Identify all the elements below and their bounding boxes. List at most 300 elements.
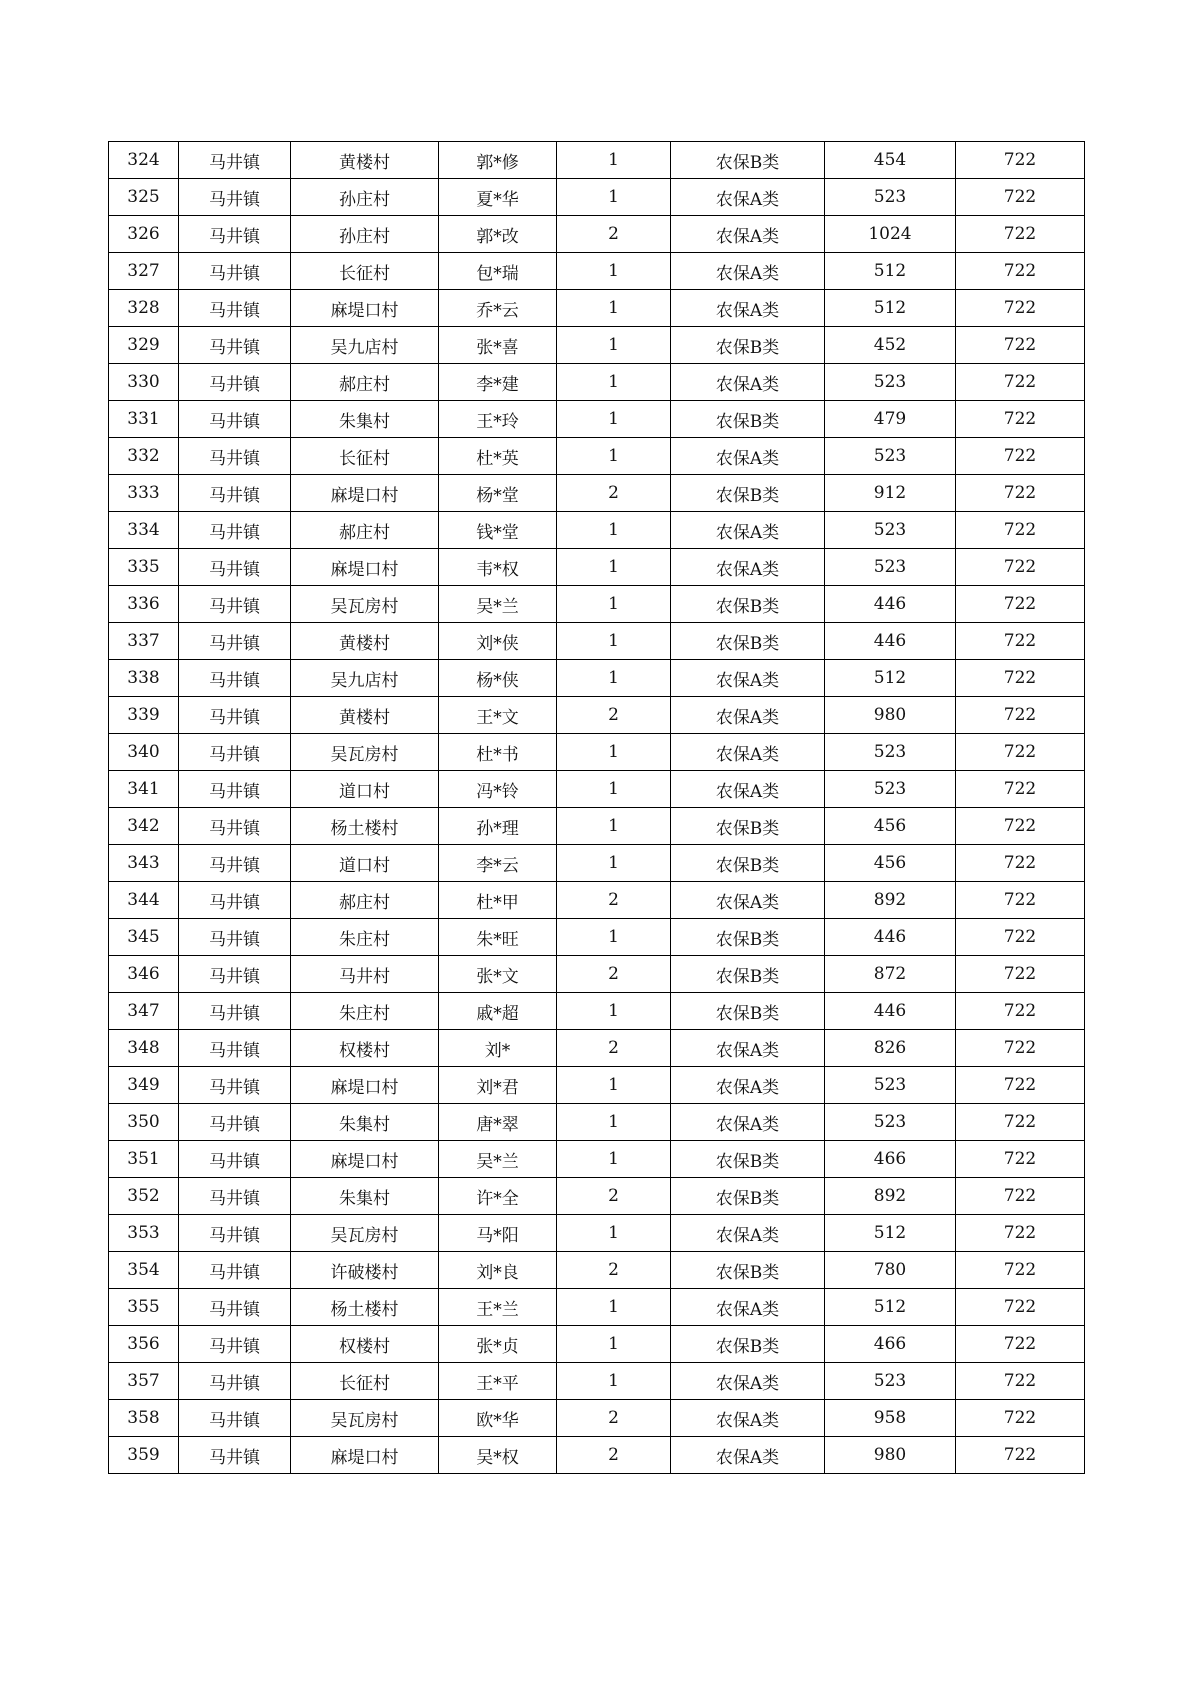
cell-serial-number: 334: [109, 512, 179, 549]
cell-village: 麻堤口村: [291, 290, 439, 327]
cell-town: 马井镇: [179, 956, 291, 993]
table-row: [109, 1326, 1085, 1363]
cell-standard: 722: [956, 253, 1085, 290]
cell-serial-number: 325: [109, 179, 179, 216]
cell-town: 马井镇: [179, 179, 291, 216]
cell-standard: 722: [956, 1067, 1085, 1104]
cell-serial-number: 333: [109, 475, 179, 512]
cell-village: 杨土楼村: [291, 808, 439, 845]
cell-village: 吴瓦房村: [291, 1400, 439, 1437]
cell-category: 农保A类: [671, 1215, 825, 1252]
cell-town: 马井镇: [179, 475, 291, 512]
cell-town: 马井镇: [179, 1326, 291, 1363]
table-row: [109, 253, 1085, 290]
cell-household-size: 1: [557, 1289, 671, 1326]
cell-household-size: 1: [557, 1363, 671, 1400]
cell-household-size: 1: [557, 364, 671, 401]
table-row: [109, 845, 1085, 882]
cell-name: 王*文: [439, 697, 557, 734]
cell-town: 马井镇: [179, 364, 291, 401]
cell-serial-number: 352: [109, 1178, 179, 1215]
cell-serial-number: 351: [109, 1141, 179, 1178]
cell-amount: 826: [825, 1030, 956, 1067]
cell-category: 农保A类: [671, 1104, 825, 1141]
cell-standard: 722: [956, 364, 1085, 401]
cell-town: 马井镇: [179, 1178, 291, 1215]
table-row: [109, 549, 1085, 586]
table-row: [109, 882, 1085, 919]
cell-serial-number: 327: [109, 253, 179, 290]
cell-standard: 722: [956, 808, 1085, 845]
cell-village: 吴九店村: [291, 327, 439, 364]
cell-name: 唐*翠: [439, 1104, 557, 1141]
cell-village: 许破楼村: [291, 1252, 439, 1289]
cell-town: 马井镇: [179, 253, 291, 290]
cell-town: 马井镇: [179, 808, 291, 845]
cell-town: 马井镇: [179, 845, 291, 882]
cell-serial-number: 356: [109, 1326, 179, 1363]
table-row: [109, 1289, 1085, 1326]
table-row: [109, 919, 1085, 956]
table-row: [109, 993, 1085, 1030]
cell-serial-number: 355: [109, 1289, 179, 1326]
cell-amount: 523: [825, 1104, 956, 1141]
cell-town: 马井镇: [179, 1104, 291, 1141]
cell-serial-number: 358: [109, 1400, 179, 1437]
table-row: [109, 1067, 1085, 1104]
cell-household-size: 1: [557, 586, 671, 623]
cell-name: 王*兰: [439, 1289, 557, 1326]
cell-name: 李*云: [439, 845, 557, 882]
cell-standard: 722: [956, 401, 1085, 438]
cell-name: 杨*侠: [439, 660, 557, 697]
cell-village: 麻堤口村: [291, 1141, 439, 1178]
cell-name: 刘*君: [439, 1067, 557, 1104]
cell-amount: 523: [825, 364, 956, 401]
cell-amount: 892: [825, 1178, 956, 1215]
cell-serial-number: 341: [109, 771, 179, 808]
cell-category: 农保B类: [671, 623, 825, 660]
cell-name: 王*平: [439, 1363, 557, 1400]
cell-standard: 722: [956, 993, 1085, 1030]
cell-household-size: 1: [557, 438, 671, 475]
cell-town: 马井镇: [179, 993, 291, 1030]
cell-name: 冯*铃: [439, 771, 557, 808]
cell-serial-number: 359: [109, 1437, 179, 1474]
cell-household-size: 2: [557, 956, 671, 993]
cell-village: 麻堤口村: [291, 549, 439, 586]
cell-village: 郝庄村: [291, 512, 439, 549]
cell-standard: 722: [956, 1252, 1085, 1289]
cell-amount: 523: [825, 179, 956, 216]
cell-category: 农保A类: [671, 1400, 825, 1437]
cell-category: 农保B类: [671, 475, 825, 512]
cell-amount: 452: [825, 327, 956, 364]
table-row: [109, 1215, 1085, 1252]
cell-serial-number: 346: [109, 956, 179, 993]
cell-household-size: 1: [557, 660, 671, 697]
cell-serial-number: 350: [109, 1104, 179, 1141]
cell-standard: 722: [956, 1178, 1085, 1215]
cell-town: 马井镇: [179, 882, 291, 919]
cell-household-size: 1: [557, 734, 671, 771]
cell-name: 杜*书: [439, 734, 557, 771]
cell-household-size: 1: [557, 808, 671, 845]
cell-name: 刘*侠: [439, 623, 557, 660]
cell-household-size: 1: [557, 142, 671, 179]
cell-name: 杜*甲: [439, 882, 557, 919]
cell-category: 农保A类: [671, 734, 825, 771]
cell-amount: 512: [825, 660, 956, 697]
cell-village: 杨土楼村: [291, 1289, 439, 1326]
table-body: [109, 142, 1085, 1474]
cell-village: 孙庄村: [291, 216, 439, 253]
cell-amount: 456: [825, 808, 956, 845]
cell-category: 农保A类: [671, 364, 825, 401]
cell-serial-number: 326: [109, 216, 179, 253]
table-row: [109, 697, 1085, 734]
cell-household-size: 2: [557, 475, 671, 512]
cell-name: 杜*英: [439, 438, 557, 475]
cell-serial-number: 337: [109, 623, 179, 660]
cell-amount: 466: [825, 1326, 956, 1363]
cell-household-size: 2: [557, 882, 671, 919]
cell-household-size: 1: [557, 623, 671, 660]
cell-amount: 446: [825, 623, 956, 660]
cell-village: 朱集村: [291, 1104, 439, 1141]
cell-name: 郭*改: [439, 216, 557, 253]
cell-amount: 523: [825, 771, 956, 808]
cell-standard: 722: [956, 1363, 1085, 1400]
cell-village: 吴九店村: [291, 660, 439, 697]
cell-serial-number: 336: [109, 586, 179, 623]
cell-amount: 479: [825, 401, 956, 438]
cell-town: 马井镇: [179, 216, 291, 253]
cell-name: 王*玲: [439, 401, 557, 438]
cell-serial-number: 338: [109, 660, 179, 697]
cell-town: 马井镇: [179, 290, 291, 327]
cell-category: 农保A类: [671, 290, 825, 327]
cell-serial-number: 324: [109, 142, 179, 179]
cell-household-size: 2: [557, 1178, 671, 1215]
cell-serial-number: 339: [109, 697, 179, 734]
cell-standard: 722: [956, 1289, 1085, 1326]
table-row: [109, 1400, 1085, 1437]
table-row: [109, 956, 1085, 993]
cell-name: 孙*理: [439, 808, 557, 845]
cell-standard: 722: [956, 660, 1085, 697]
table-row: [109, 1178, 1085, 1215]
cell-serial-number: 347: [109, 993, 179, 1030]
cell-amount: 446: [825, 919, 956, 956]
cell-name: 欧*华: [439, 1400, 557, 1437]
cell-serial-number: 344: [109, 882, 179, 919]
cell-village: 郝庄村: [291, 882, 439, 919]
cell-village: 黄楼村: [291, 623, 439, 660]
table-row: [109, 179, 1085, 216]
cell-town: 马井镇: [179, 1067, 291, 1104]
cell-category: 农保B类: [671, 1141, 825, 1178]
cell-standard: 722: [956, 1141, 1085, 1178]
table-row: [109, 290, 1085, 327]
cell-household-size: 1: [557, 845, 671, 882]
cell-category: 农保B类: [671, 956, 825, 993]
cell-serial-number: 342: [109, 808, 179, 845]
cell-category: 农保A类: [671, 1067, 825, 1104]
cell-village: 麻堤口村: [291, 475, 439, 512]
cell-serial-number: 345: [109, 919, 179, 956]
cell-town: 马井镇: [179, 142, 291, 179]
cell-household-size: 1: [557, 1215, 671, 1252]
table-row: [109, 1437, 1085, 1474]
cell-category: 农保A类: [671, 549, 825, 586]
cell-town: 马井镇: [179, 697, 291, 734]
table-row: [109, 808, 1085, 845]
table-row: [109, 660, 1085, 697]
cell-name: 张*文: [439, 956, 557, 993]
cell-household-size: 2: [557, 1400, 671, 1437]
cell-serial-number: 335: [109, 549, 179, 586]
cell-standard: 722: [956, 1437, 1085, 1474]
table-row: [109, 364, 1085, 401]
cell-category: 农保B类: [671, 586, 825, 623]
cell-standard: 722: [956, 1104, 1085, 1141]
cell-category: 农保A类: [671, 216, 825, 253]
cell-village: 长征村: [291, 253, 439, 290]
cell-town: 马井镇: [179, 1252, 291, 1289]
cell-amount: 523: [825, 512, 956, 549]
cell-village: 马井村: [291, 956, 439, 993]
cell-town: 马井镇: [179, 1141, 291, 1178]
cell-household-size: 1: [557, 290, 671, 327]
cell-household-size: 1: [557, 1104, 671, 1141]
cell-standard: 722: [956, 919, 1085, 956]
cell-household-size: 1: [557, 327, 671, 364]
cell-serial-number: 332: [109, 438, 179, 475]
cell-name: 杨*堂: [439, 475, 557, 512]
cell-household-size: 1: [557, 1067, 671, 1104]
cell-town: 马井镇: [179, 401, 291, 438]
cell-name: 钱*堂: [439, 512, 557, 549]
cell-town: 马井镇: [179, 438, 291, 475]
cell-standard: 722: [956, 697, 1085, 734]
table-row: [109, 216, 1085, 253]
table-row: [109, 586, 1085, 623]
cell-household-size: 1: [557, 1141, 671, 1178]
cell-serial-number: 329: [109, 327, 179, 364]
cell-category: 农保A类: [671, 771, 825, 808]
cell-category: 农保A类: [671, 882, 825, 919]
table-row: [109, 623, 1085, 660]
cell-village: 孙庄村: [291, 179, 439, 216]
table-row: [109, 438, 1085, 475]
cell-amount: 446: [825, 993, 956, 1030]
cell-name: 朱*旺: [439, 919, 557, 956]
cell-village: 朱庄村: [291, 919, 439, 956]
cell-standard: 722: [956, 734, 1085, 771]
cell-town: 马井镇: [179, 623, 291, 660]
cell-household-size: 1: [557, 549, 671, 586]
cell-name: 张*贞: [439, 1326, 557, 1363]
cell-amount: 980: [825, 1437, 956, 1474]
cell-category: 农保B类: [671, 1178, 825, 1215]
table-row: [109, 1104, 1085, 1141]
cell-name: 刘*良: [439, 1252, 557, 1289]
cell-village: 权楼村: [291, 1030, 439, 1067]
table-row: [109, 1030, 1085, 1067]
cell-category: 农保B类: [671, 401, 825, 438]
cell-town: 马井镇: [179, 512, 291, 549]
cell-village: 朱集村: [291, 401, 439, 438]
cell-household-size: 1: [557, 919, 671, 956]
cell-town: 马井镇: [179, 549, 291, 586]
table-row: [109, 771, 1085, 808]
cell-category: 农保A类: [671, 253, 825, 290]
cell-household-size: 1: [557, 179, 671, 216]
cell-standard: 722: [956, 438, 1085, 475]
cell-household-size: 2: [557, 1030, 671, 1067]
cell-village: 麻堤口村: [291, 1067, 439, 1104]
cell-amount: 872: [825, 956, 956, 993]
cell-category: 农保B类: [671, 845, 825, 882]
cell-serial-number: 330: [109, 364, 179, 401]
cell-amount: 912: [825, 475, 956, 512]
cell-amount: 512: [825, 290, 956, 327]
cell-serial-number: 343: [109, 845, 179, 882]
cell-amount: 1024: [825, 216, 956, 253]
table-row: [109, 327, 1085, 364]
cell-town: 马井镇: [179, 1215, 291, 1252]
cell-village: 道口村: [291, 771, 439, 808]
cell-serial-number: 349: [109, 1067, 179, 1104]
table-row: [109, 1252, 1085, 1289]
cell-standard: 722: [956, 1030, 1085, 1067]
cell-town: 马井镇: [179, 1030, 291, 1067]
cell-category: 农保A类: [671, 179, 825, 216]
cell-standard: 722: [956, 475, 1085, 512]
table-row: [109, 512, 1085, 549]
cell-name: 刘*: [439, 1030, 557, 1067]
cell-household-size: 1: [557, 993, 671, 1030]
cell-town: 马井镇: [179, 1289, 291, 1326]
cell-standard: 722: [956, 327, 1085, 364]
cell-household-size: 1: [557, 401, 671, 438]
cell-category: 农保A类: [671, 1363, 825, 1400]
cell-category: 农保A类: [671, 1437, 825, 1474]
cell-amount: 456: [825, 845, 956, 882]
cell-standard: 722: [956, 216, 1085, 253]
cell-amount: 523: [825, 1067, 956, 1104]
cell-standard: 722: [956, 882, 1085, 919]
cell-amount: 980: [825, 697, 956, 734]
cell-amount: 466: [825, 1141, 956, 1178]
cell-name: 许*全: [439, 1178, 557, 1215]
cell-serial-number: 331: [109, 401, 179, 438]
cell-amount: 523: [825, 734, 956, 771]
cell-town: 马井镇: [179, 327, 291, 364]
cell-category: 农保A类: [671, 1030, 825, 1067]
cell-town: 马井镇: [179, 734, 291, 771]
cell-amount: 523: [825, 549, 956, 586]
cell-name: 夏*华: [439, 179, 557, 216]
cell-standard: 722: [956, 1215, 1085, 1252]
cell-household-size: 1: [557, 771, 671, 808]
beneficiary-table: [108, 141, 1085, 1474]
cell-name: 吴*兰: [439, 1141, 557, 1178]
cell-standard: 722: [956, 771, 1085, 808]
cell-amount: 892: [825, 882, 956, 919]
cell-name: 张*喜: [439, 327, 557, 364]
cell-standard: 722: [956, 142, 1085, 179]
cell-amount: 523: [825, 1363, 956, 1400]
cell-village: 权楼村: [291, 1326, 439, 1363]
cell-serial-number: 353: [109, 1215, 179, 1252]
cell-amount: 512: [825, 1289, 956, 1326]
cell-town: 马井镇: [179, 1363, 291, 1400]
cell-standard: 722: [956, 290, 1085, 327]
cell-category: 农保B类: [671, 919, 825, 956]
cell-name: 韦*权: [439, 549, 557, 586]
cell-household-size: 1: [557, 512, 671, 549]
cell-serial-number: 340: [109, 734, 179, 771]
cell-village: 吴瓦房村: [291, 734, 439, 771]
cell-category: 农保B类: [671, 142, 825, 179]
table-row: [109, 1363, 1085, 1400]
cell-town: 马井镇: [179, 919, 291, 956]
table-row: [109, 734, 1085, 771]
cell-standard: 722: [956, 956, 1085, 993]
cell-amount: 523: [825, 438, 956, 475]
cell-category: 农保A类: [671, 660, 825, 697]
cell-village: 道口村: [291, 845, 439, 882]
table-row: [109, 401, 1085, 438]
cell-standard: 722: [956, 512, 1085, 549]
cell-standard: 722: [956, 1326, 1085, 1363]
table-row: [109, 475, 1085, 512]
cell-village: 吴瓦房村: [291, 1215, 439, 1252]
cell-name: 乔*云: [439, 290, 557, 327]
cell-town: 马井镇: [179, 660, 291, 697]
cell-household-size: 2: [557, 1437, 671, 1474]
cell-category: 农保A类: [671, 512, 825, 549]
cell-household-size: 1: [557, 253, 671, 290]
cell-village: 吴瓦房村: [291, 586, 439, 623]
cell-category: 农保B类: [671, 808, 825, 845]
cell-village: 黄楼村: [291, 697, 439, 734]
cell-standard: 722: [956, 845, 1085, 882]
cell-town: 马井镇: [179, 771, 291, 808]
cell-household-size: 2: [557, 697, 671, 734]
cell-village: 朱庄村: [291, 993, 439, 1030]
cell-standard: 722: [956, 179, 1085, 216]
cell-category: 农保B类: [671, 327, 825, 364]
cell-amount: 454: [825, 142, 956, 179]
cell-amount: 446: [825, 586, 956, 623]
cell-serial-number: 354: [109, 1252, 179, 1289]
cell-town: 马井镇: [179, 1400, 291, 1437]
cell-serial-number: 348: [109, 1030, 179, 1067]
cell-category: 农保B类: [671, 1252, 825, 1289]
cell-category: 农保A类: [671, 1289, 825, 1326]
table-row: [109, 1141, 1085, 1178]
cell-category: 农保A类: [671, 697, 825, 734]
cell-serial-number: 357: [109, 1363, 179, 1400]
cell-standard: 722: [956, 1400, 1085, 1437]
cell-category: 农保B类: [671, 1326, 825, 1363]
cell-category: 农保B类: [671, 993, 825, 1030]
cell-village: 长征村: [291, 1363, 439, 1400]
cell-standard: 722: [956, 623, 1085, 660]
